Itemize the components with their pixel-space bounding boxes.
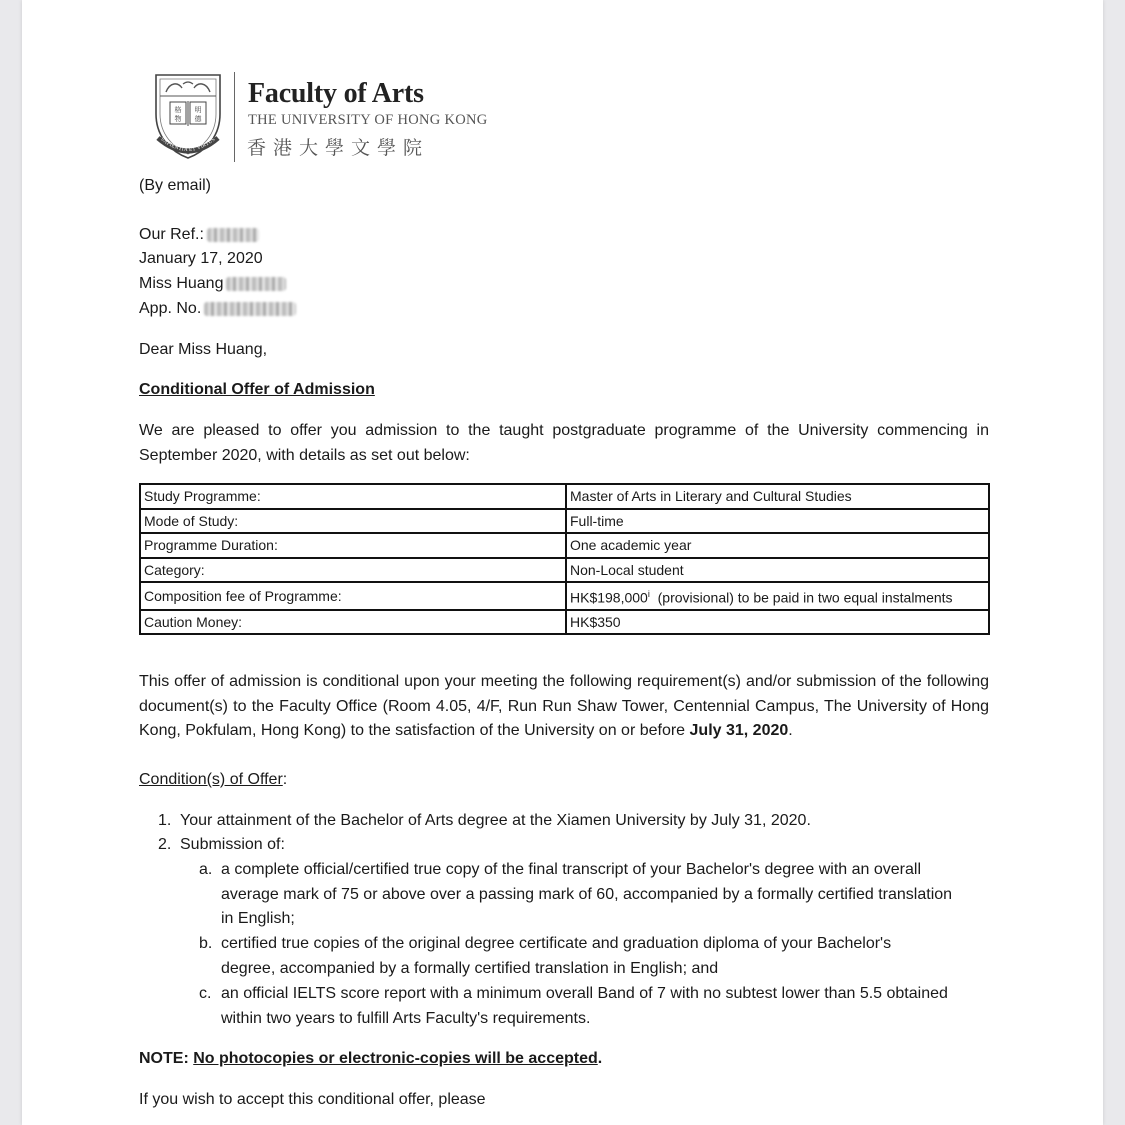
conditions-heading-line bbox=[139, 768, 287, 793]
sub-condition-line: degree, accompanied by a formally certified translation in English; and bbox=[221, 959, 719, 977]
crest-book-char: 物 bbox=[174, 115, 182, 123]
footnote-marker: i bbox=[647, 589, 650, 599]
reference-line bbox=[139, 223, 259, 248]
conditional-paragraph bbox=[139, 670, 989, 744]
table-label: Mode of Study: bbox=[140, 509, 566, 534]
conditions-heading: Condition(s) of Offer bbox=[139, 771, 283, 788]
table-value: HK$350 bbox=[566, 610, 989, 635]
letterhead-divider bbox=[234, 72, 235, 162]
sub-condition-letter: c. bbox=[199, 985, 212, 1002]
table-row bbox=[140, 509, 989, 534]
table-row bbox=[140, 533, 989, 558]
app-label: App. No. bbox=[139, 300, 202, 317]
note-text: No photocopies or electronic-copies will be accepted bbox=[193, 1050, 598, 1067]
closing-line: If you wish to accept this conditional offer, please bbox=[139, 1091, 486, 1108]
table-label: Study Programme: bbox=[140, 484, 566, 509]
conditions-colon: : bbox=[282, 771, 288, 788]
recipient-name: Miss Huang bbox=[139, 275, 224, 292]
note-end: . bbox=[597, 1050, 603, 1067]
subject-heading: Conditional Offer of Admission bbox=[139, 381, 375, 398]
table-label: Caution Money: bbox=[140, 610, 566, 635]
table-value bbox=[566, 582, 989, 610]
letterhead bbox=[152, 70, 552, 165]
crest-book-char: 明 bbox=[194, 106, 202, 114]
university-name: THE UNIVERSITY OF HONG KONG bbox=[248, 112, 488, 128]
sub-condition-c bbox=[221, 982, 948, 1031]
faculty-chinese-name: 香港大學文學院 bbox=[247, 137, 430, 159]
table-row bbox=[140, 610, 989, 635]
sub-condition-letter: b. bbox=[199, 935, 213, 952]
faculty-name: Faculty of Arts bbox=[248, 78, 424, 109]
note-label: NOTE: bbox=[139, 1050, 189, 1067]
sub-condition-line: certified true copies of the original degree certificate and graduation diploma of your Bachelor's bbox=[221, 935, 892, 952]
note-line bbox=[139, 1047, 602, 1072]
ref-label: Our Ref.: bbox=[139, 226, 204, 243]
redacted-name bbox=[226, 277, 286, 291]
application-number-line bbox=[139, 297, 296, 322]
intro-paragraph: We are pleased to offer you admission to the taught postgraduate programme of the University commencing in September 2020, with details as set out below: bbox=[139, 422, 989, 464]
sub-condition-b bbox=[221, 932, 891, 981]
sub-condition-line: in English; bbox=[221, 910, 295, 927]
sub-condition-letter: a. bbox=[199, 861, 213, 878]
table-row bbox=[140, 484, 989, 509]
condition-text: Submission of: bbox=[180, 836, 285, 853]
table-value: Non-Local student bbox=[566, 558, 989, 583]
condition-number: 1. bbox=[158, 812, 172, 829]
letter-date: January 17, 2020 bbox=[139, 250, 263, 267]
by-email-note: (By email) bbox=[139, 177, 212, 194]
sub-condition-line: a complete official/certified true copy of the final transcript of your Bachelor's degree with an overall bbox=[221, 861, 922, 878]
university-crest-icon bbox=[152, 72, 224, 160]
conditional-text: This offer of admission is conditional upon your meeting the following requirement(s) and/or submission of the following document(s) to the Faculty Office (Room 4.05, 4/F, Run Run Shaw Tower, Centennial Campus, The University of Hong Kong, Pokfulam, Hong Kong) to the satisfaction of the University on or before bbox=[139, 673, 989, 739]
crest-book-char: 格 bbox=[174, 106, 182, 114]
fee-detail: (provisional) to be paid in two equal instalments bbox=[649, 589, 953, 606]
table-row bbox=[140, 558, 989, 583]
table-label: Composition fee of Programme: bbox=[140, 582, 566, 610]
sub-condition-line: within two years to fulfill Arts Faculty's requirements. bbox=[221, 1009, 591, 1027]
redacted-app-no bbox=[204, 302, 296, 316]
sub-condition-line: average mark of 75 or above over a passing mark of 60, accompanied by a formally certified translation bbox=[221, 885, 953, 903]
table-value: Full-time bbox=[566, 509, 989, 534]
table-row bbox=[140, 582, 989, 610]
table-value: Master of Arts in Literary and Cultural Studies bbox=[566, 484, 989, 509]
table-label: Category: bbox=[140, 558, 566, 583]
programme-details-table bbox=[139, 483, 990, 635]
sub-condition-a bbox=[221, 858, 952, 932]
condition-number: 2. bbox=[158, 836, 172, 853]
table-label: Programme Duration: bbox=[140, 533, 566, 558]
redacted-ref bbox=[207, 228, 259, 242]
deadline-end: . bbox=[788, 722, 793, 739]
sub-condition-line: an official IELTS score report with a minimum overall Band of 7 with no subtest lower than 5.5 obtained bbox=[221, 985, 948, 1002]
deadline: July 31, 2020 bbox=[689, 722, 789, 739]
condition-text: Your attainment of the Bachelor of Arts degree at the Xiamen University by July 31, 2020. bbox=[180, 812, 811, 829]
crest-motto: SAPIENTIA ET VIRTUS bbox=[159, 136, 217, 154]
crest-book-char: 德 bbox=[194, 115, 202, 123]
table-value: One academic year bbox=[566, 533, 989, 558]
salutation: Dear Miss Huang, bbox=[139, 341, 268, 358]
fee-amount: HK$198,000 bbox=[570, 589, 648, 606]
recipient-line bbox=[139, 272, 286, 297]
